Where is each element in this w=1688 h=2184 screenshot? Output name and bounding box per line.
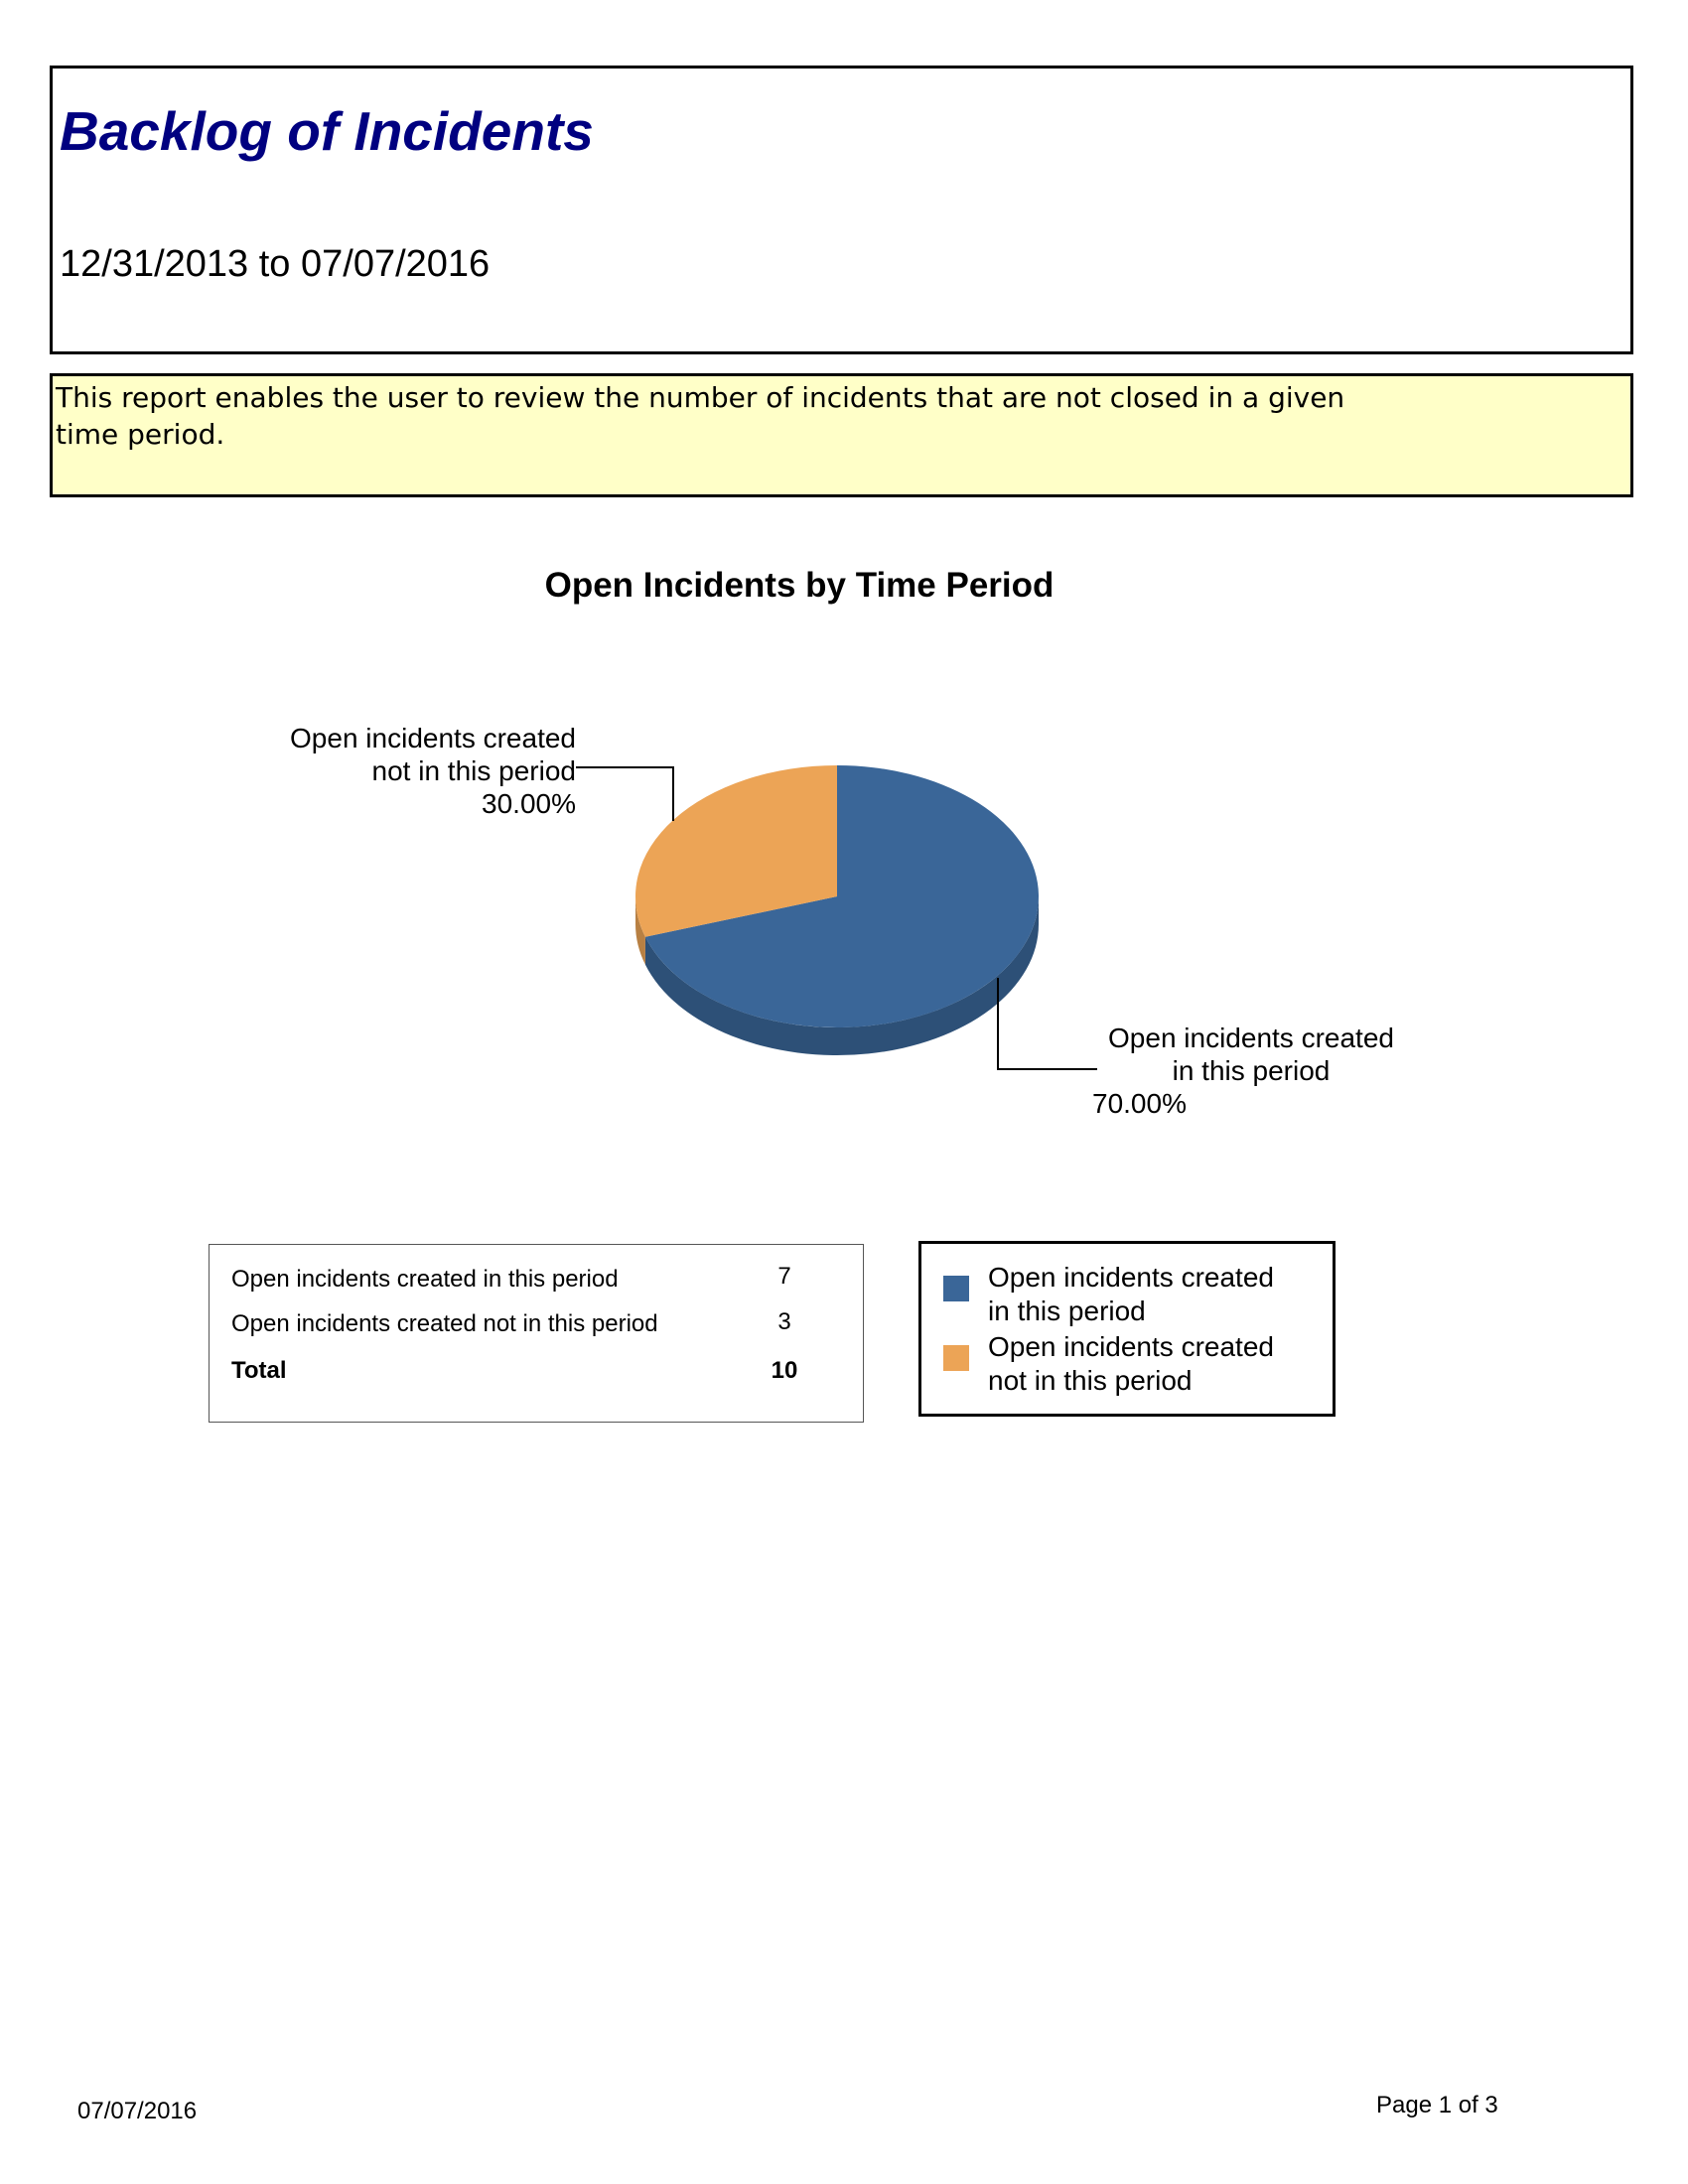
chart-title: Open Incidents by Time Period — [544, 566, 1055, 605]
report-title: Backlog of Incidents — [60, 100, 594, 162]
legend-text — [988, 1261, 1274, 1328]
pie-label-other-line2: not in this period — [371, 755, 576, 786]
report-description: This report enables the user to review the number of incidents that are not closed in a given time period. — [56, 381, 1345, 451]
footer-date: 07/07/2016 — [77, 2098, 198, 2124]
leader-line-this — [998, 978, 1097, 1069]
legend-text-line1: Open incidents created — [988, 1262, 1274, 1293]
pie-label-this-period — [1092, 1022, 1410, 1120]
pie-label-other-line1: Open incidents created — [290, 723, 576, 753]
pie-layer — [635, 765, 1039, 1055]
legend-text-line2: not in this period — [988, 1365, 1193, 1396]
report-date-range: 12/31/2013 to 07/07/2016 — [60, 243, 491, 285]
legend-text-line2: in this period — [988, 1296, 1146, 1326]
pie-label-this-line1: Open incidents created — [1108, 1023, 1394, 1053]
legend-swatch-this-period — [943, 1276, 969, 1301]
legend-text-line1: Open incidents created — [988, 1331, 1274, 1362]
leader-line-other — [576, 767, 673, 821]
summary-row-label: Open incidents created in this period — [231, 1266, 619, 1293]
pie-label-this-line2: in this period — [1172, 1055, 1331, 1086]
pie-label-this-percent: 70.00% — [1092, 1088, 1187, 1119]
footer-page-number: Page 1 of 3 — [1376, 2092, 1498, 2118]
pie-label-other-percent: 30.00% — [482, 788, 576, 819]
legend-text — [988, 1330, 1274, 1398]
summary-total-value: 10 — [771, 1357, 798, 1384]
legend-swatch-other-period — [943, 1345, 969, 1371]
summary-row-value: 3 — [777, 1308, 791, 1335]
pie-label-other-period — [248, 722, 576, 820]
summary-total-label: Total — [231, 1357, 287, 1384]
summary-row-label: Open incidents created not in this period — [231, 1310, 658, 1337]
summary-row-value: 7 — [777, 1263, 791, 1290]
